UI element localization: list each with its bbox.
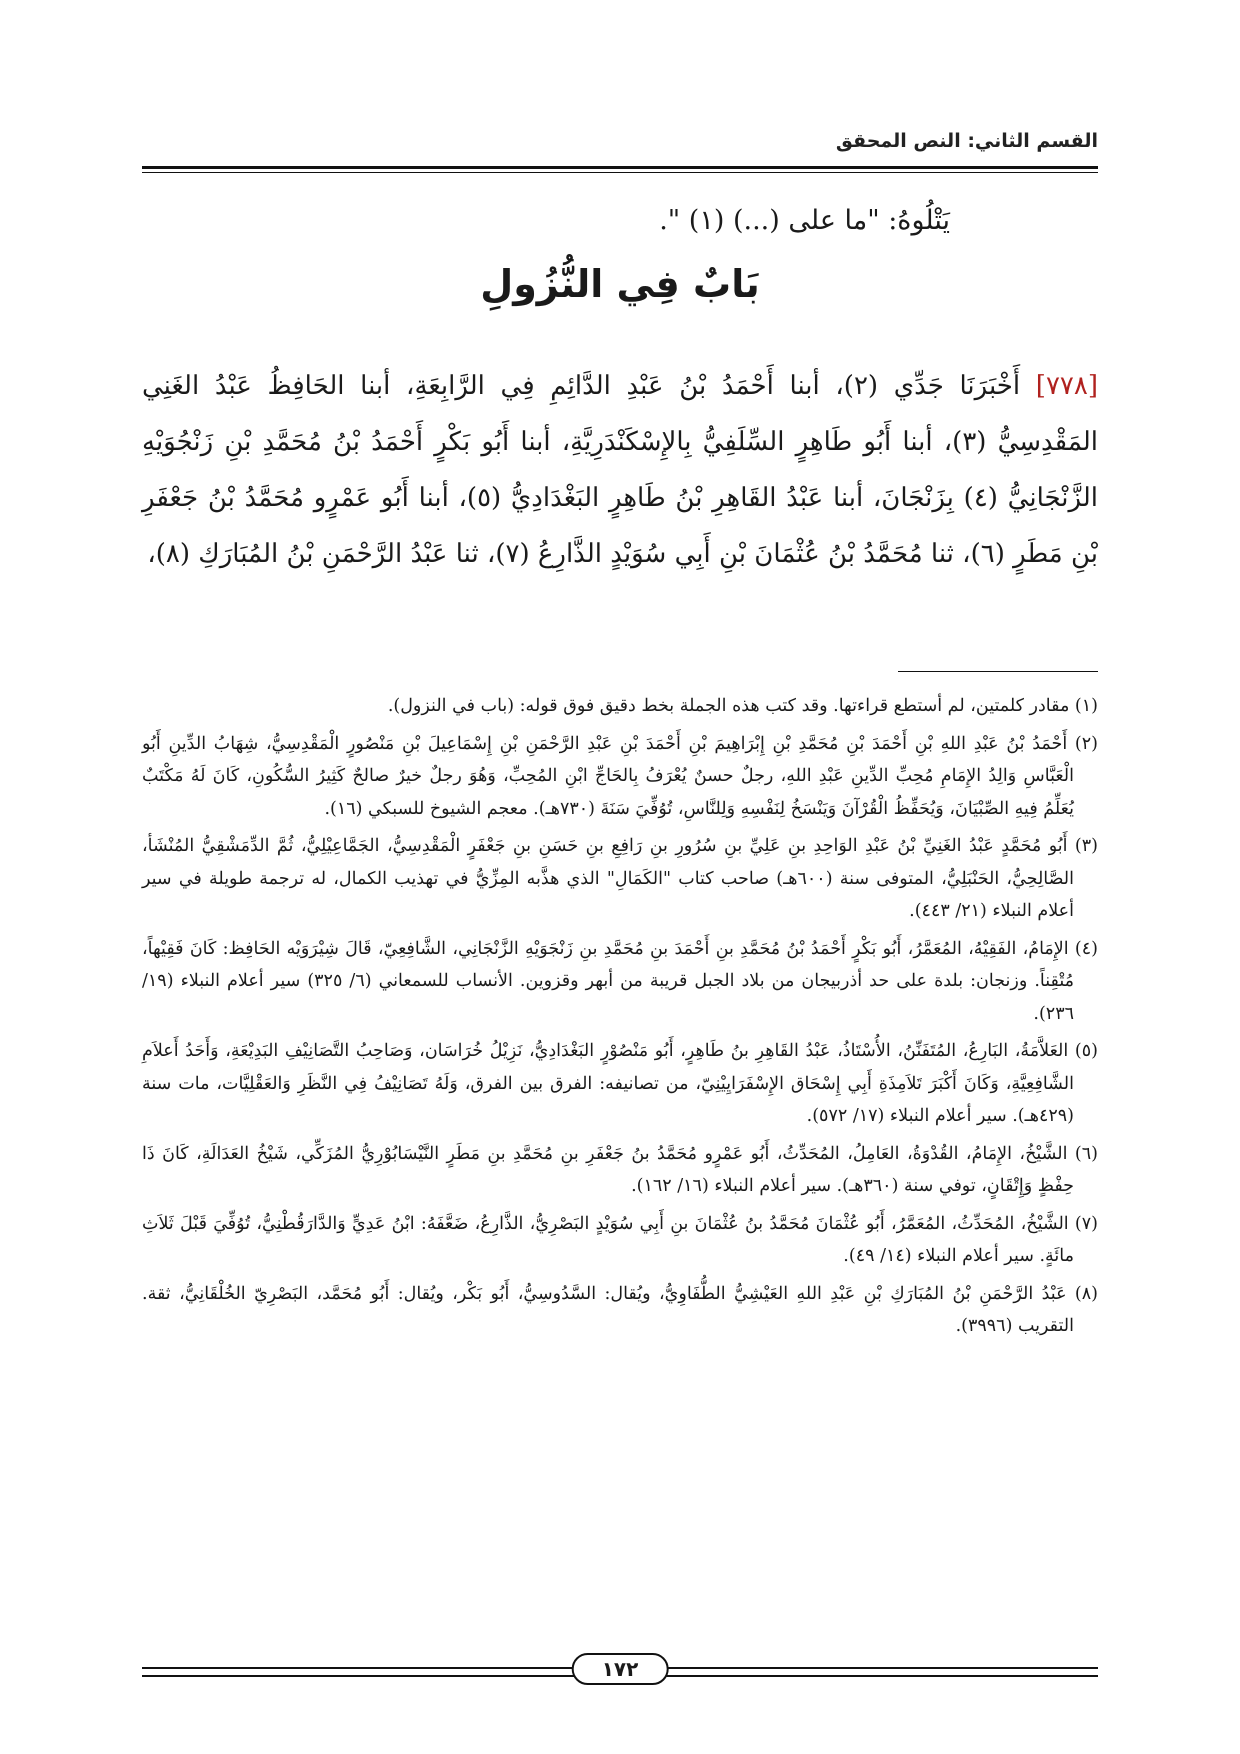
main-paragraph [142,358,1098,582]
footnote-divider [898,671,1098,672]
footnote-5: (٥) العَلاَّمَةُ، البَارِعُ، المُتَفَنِّنُ، الأُسْتَاذُ، عَبْدُ القَاهِرِ بنُ طَاهِرٍ، أَبُو مَنْصُوْرٍ البَغْدَادِيُّ، نَزِيْلُ خُرَاسَان، وَصَاحِبُ التَّصَانِيْفِ البَدِيْعَةِ، وَأَحَدُ أَعلاَمِ الشَّافِعِيَّةِ، وَكَانَ أَكْبَرَ تَلاَمِذَةِ أَبِي إِسْحَاق الإِسْفَرَايِيْنِيّ، من تصانيفه: الفرق بين الفرق، وَلَهُ تَصَانِيْفُ فِي النَّظَرِ وَالعَقْلِيَّات، مات سنة (٤٢٩هـ). سير أعلام النبلاء (١٧/ ٥٧٢). [142,1041,1098,1126]
footnote-7: (٧) الشَّيْخُ، المُحَدِّثُ، المُعَمَّرُ، أَبُو عُثْمَانَ مُحَمَّدُ بنُ عُثْمَانَ بنِ أَبِي سُوَيْدٍ البَصْرِيُّ، الذَّارِعُ، ضَعَّفَهُ: ابْنُ عَدِيٍّ وَالدَّارَقُطْنِيُّ، تُوُفِّيَ قَبْلَ ثَلاَثِ مائَةٍ. سير أعلام النبلاء (١٤/ ٤٩). [142,1213,1098,1266]
hadith-number: [٧٧٨] [1035,371,1098,401]
footnote-1: (١) مقادر كلمتين، لم أستطع قراءتها. وقد كتب هذه الجملة بخط دقيق فوق قوله: (باب في النزول). [387,696,1098,716]
page-footer [142,1653,1098,1693]
hadith-text: أَخْبَرَنَا جَدِّي (٢)، أبنا أَحْمَدُ بْنُ عَبْدِ الدَّائِمِ فِي الرَّابِعَةِ، أبنا الحَافِظُ عَبْدُ الغَنِي المَقْدِسِيُّ (٣)، أبنا أَبُو طَاهِرٍ السِّلَفِيُّ بِالإِسْكَنْدَرِيَّةِ، أبنا أَبُو بَكْرٍ أَحْمَدُ بْنُ مُحَمَّدِ بْنِ زَنْجُوَيْهِ الزَّنْجَانِيُّ (٤) بِزَنْجَانَ، أبنا عَبْدُ القَاهِرِ بْنُ طَاهِرٍ البَغْدَادِيُّ (٥)، أبنا أَبُو عَمْرٍو مُحَمَّدُ بْنُ جَعْفَرِ بْنِ مَطَرٍ (٦)، ثنا مُحَمَّدُ بْنُ عُثْمَانَ بْنِ أَبِي سُوَيْدٍ الذَّارِعُ (٧)، ثنا عَبْدُ الرَّحْمَنِ بْنُ المُبَارَكِ (٨)، [142,371,1099,569]
opening-line: يَتْلُوهُ: "ما على (...) (١) ". [659,205,950,236]
page-number: ١٧٢ [572,1653,669,1685]
header-rule-thick [142,166,1098,169]
footnote-4: (٤) الإِمَامُ، الفَقِيْهُ، المُعَمَّرُ، أَبُو بَكْرٍ أَحْمَدُ بْنُ مُحَمَّدِ بنِ أَحْمَدَ بنِ مُحَمَّدِ بنِ زَنْجَوَيْهِ الزَّنْجَانِي، الشَّافِعِيّ، قَالَ شِيْرَوَيْه الحَافِظ: كَانَ فَقِيْهاً، مُتْقِناً. وزنجان: بلدة على حد أذربيجان من بلاد الجبل قريبة من أبهر وقزوين. الأنساب للسمعاني (٦/ ٣٢٥) سير أعلام النبلاء (١٩/ ٢٣٦). [142,938,1098,1024]
footnotes [142,690,1098,1348]
chapter-title: بَابٌ فِي النُّزُولِ [480,262,760,306]
footnote-8: (٨) عَبْدُ الرَّحْمَنِ بْنُ المُبَارَكِ بْنِ عَبْدِ اللهِ العَيْشِيُّ الطُّفَاوِيُّ، ويُقال: السَّدُوسِيُّ، أَبُو بَكْر، ويُقال: أَبُو مُحَمَّد، البَصْرِيّ الخُلْقَانِيُّ، ثقة. التقريب (٣٩٩٦). [142,1283,1098,1336]
header-rule-thin [142,172,1098,173]
footnote-6: (٦) الشَّيْخُ، الإِمَامُ، القُدْوَةُ، العَامِلُ، المُحَدِّثُ، أَبُو عَمْرٍو مُحَمَّدُ بنُ جَعْفَرِ بنِ مُحَمَّدِ بنِ مَطَرٍ النَّيْسَابُوْرِيُّ المُزَكِّي، شَيْخُ العَدَالَةِ، كَانَ ذَا حِفْظٍ وَإِتْقَانٍ، توفي سنة (٣٦٠هـ). سير أعلام النبلاء (١٦/ ١٦٢). [142,1143,1098,1196]
running-header: القسم الثاني: النص المحقق [835,130,1098,152]
footnote-3: (٣) أَبُو مُحَمَّدٍ عَبْدُ الغَنِيِّ بْنُ عَبْدِ الوَاحِدِ بنِ عَلِيِّ بنِ سُرُورِ بنِ رَافِعِ بنِ حَسَنِ بنِ جَعْفَرٍ الْمَقْدِسِيُّ، الجَمَّاعِيْلِيُّ، ثُمَّ الدِّمَشْقِيُّ المُنْشَأ، الصَّالِحِيُّ، الحَنْبَلِيُّ، المتوفى سنة (٦٠٠هـ) صاحب كتاب "الكَمَالِ" الذي هذَّبه المِزِّيُّ في تهذيب الكمال، له ترجمة طويلة في سير أعلام النبلاء (٢١/ ٤٤٣). [142,836,1098,921]
footnote-2: (٢) أَحْمَدُ بْنُ عَبْدِ اللهِ بْنِ أَحْمَدَ بْنِ مُحَمَّدِ بْنِ إِبْرَاهِيمَ بْنِ أَحْمَدَ بْنِ عَبْدِ الرَّحْمَنِ بْنِ إِسْمَاعِيلَ بْنِ مَنْصُورٍ الْمَقْدِسِيُّ، شِهَابُ الدِّينِ أَبُو الْعَبَّاسِ وَالِدُ الإِمَامِ مُحِبِّ الدِّينِ عَبْدِ اللهِ، رجلٌ حسنٌ يُعْرَفُ بِالحَاجِّ ابْنِ المُحِبِّ، وَهُوَ رجلٌ خيرٌ صالحٌ كَثِيرُ السُّكُونِ، كَانَ لَهُ مَكْتَبٌ يُعَلِّمُ فِيهِ الصِّبْيَانَ، وَيُحَفِّظُ الْقُرْآنَ وَيَنْسَخُ لِنَفْسِهِ وَلِلنَّاسِ، تُوُفِّيَ سَنَةَ (٧٣٠هـ). معجم الشيوخ للسبكي (١٦). [142,733,1098,819]
